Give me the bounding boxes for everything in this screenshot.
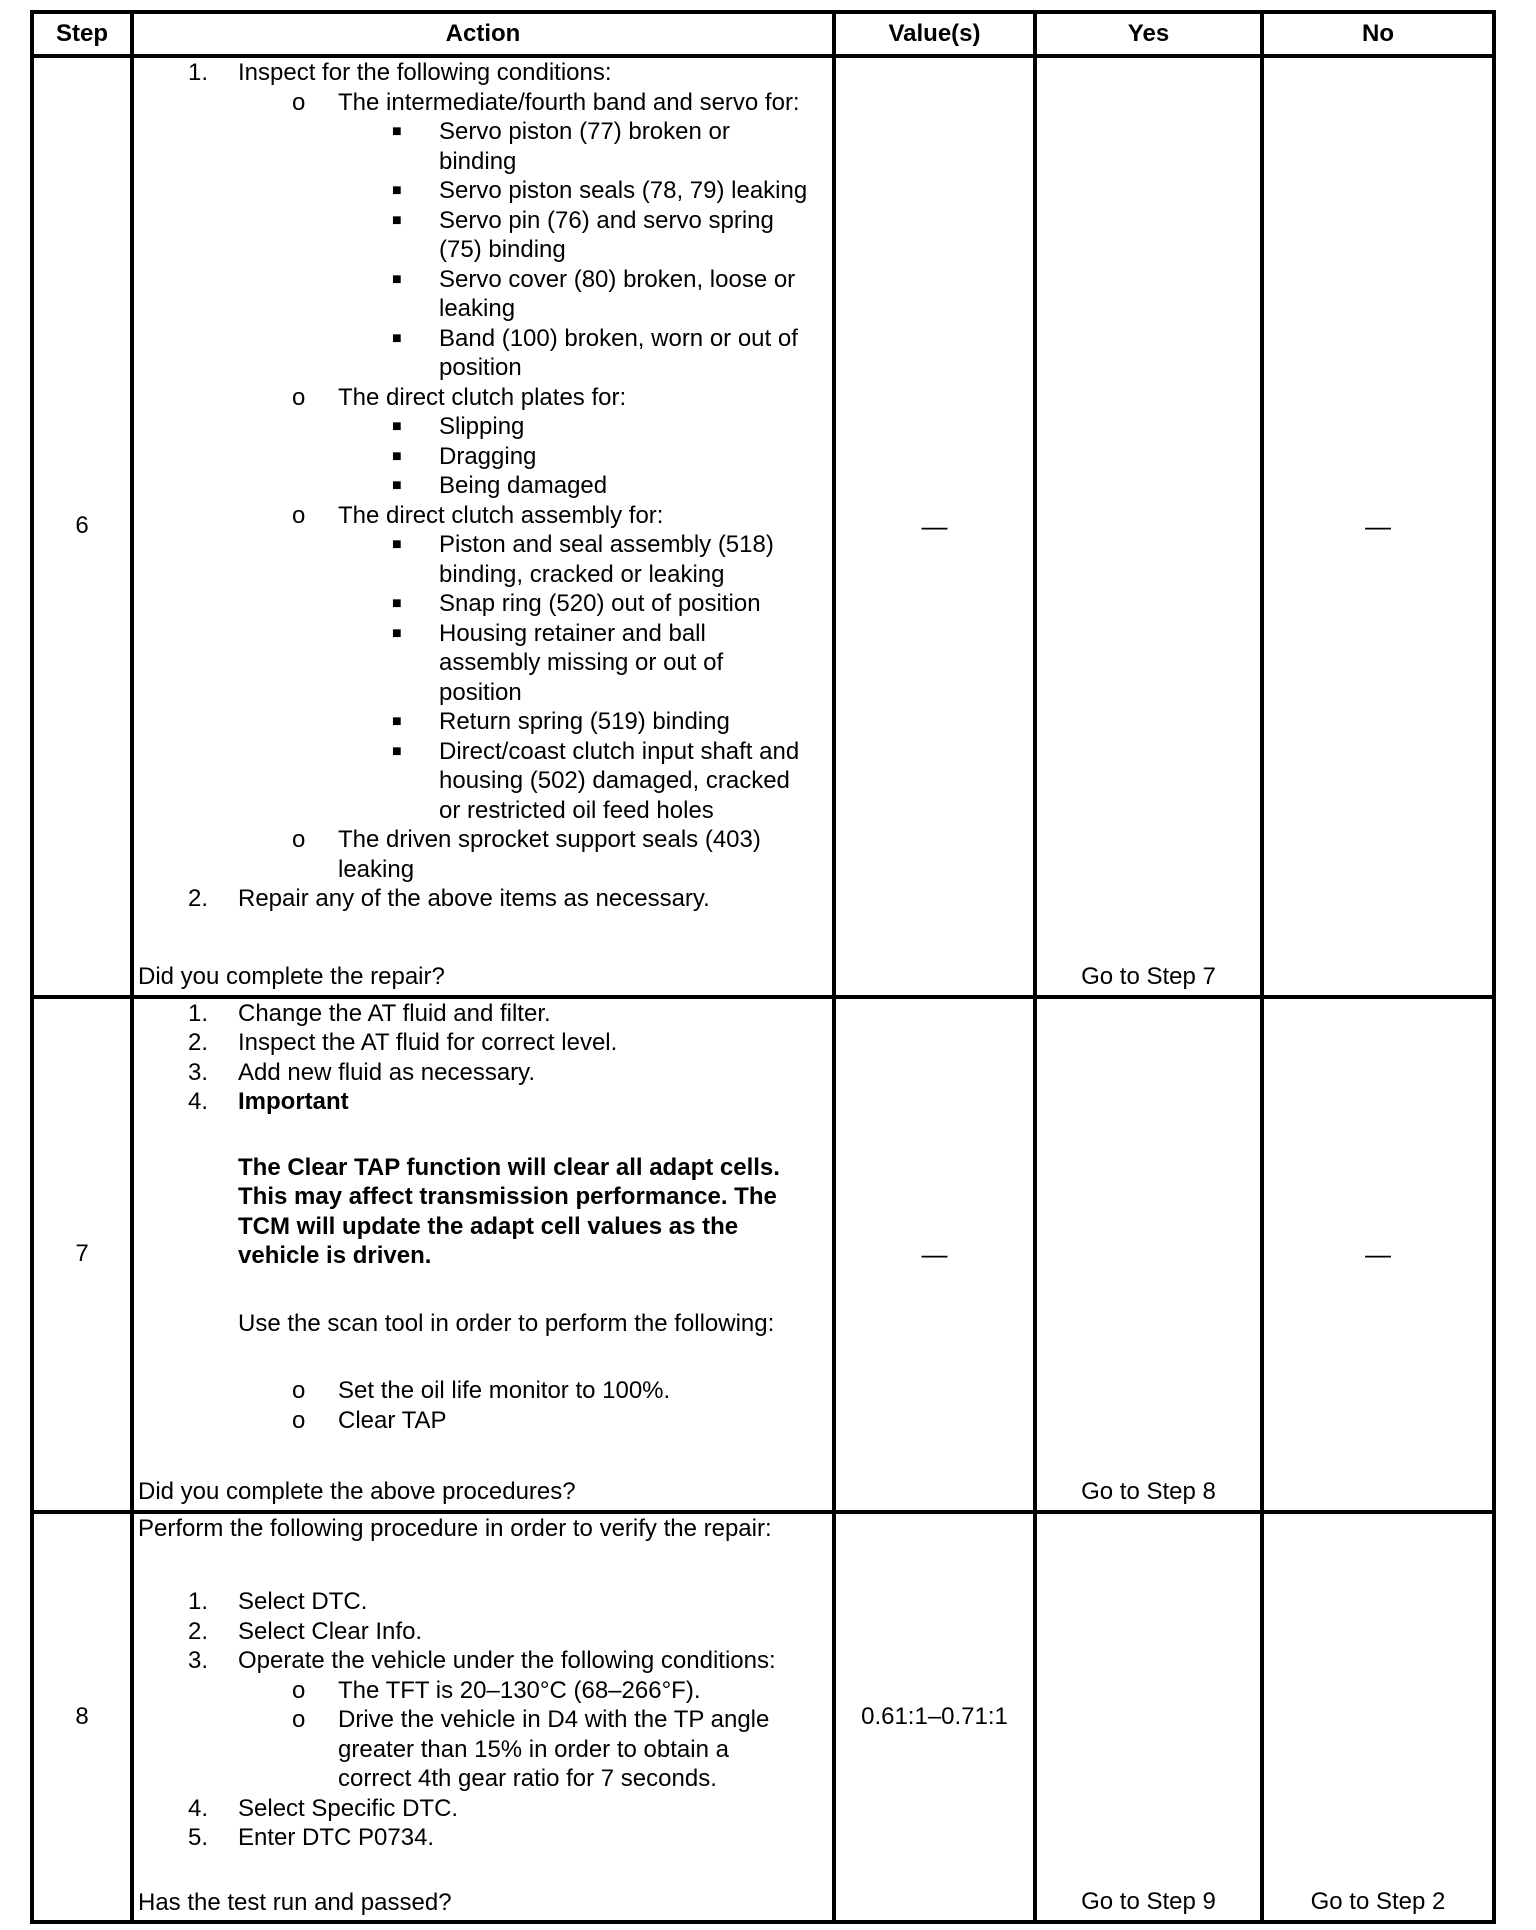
square-bullet-icon: ■ — [392, 536, 402, 553]
list-number: 3. — [188, 1058, 209, 1086]
condition-text: binding — [439, 147, 517, 175]
condition-text: Servo piston seals (78, 79) leaking — [439, 177, 808, 204]
square-bullet-icon: ■ — [392, 270, 402, 288]
sub-item-text: correct 4th gear ratio for 7 seconds. — [338, 1765, 717, 1793]
yes-cell — [1035, 56, 1262, 997]
circle-bullet-icon: o — [292, 88, 306, 116]
circle-bullet-icon: o — [292, 1676, 306, 1704]
list-number: 2. — [188, 1617, 209, 1645]
list-number: 1. — [188, 999, 209, 1027]
list-number: 2. — [188, 1029, 209, 1056]
square-bullet-icon: ■ — [392, 123, 402, 140]
important-text: TCM will update the adapt cell values as the — [238, 1212, 739, 1240]
header-values: Value(s) — [834, 12, 1035, 56]
action-text: Select Clear Info. — [238, 1617, 423, 1645]
circle-bullet-icon: o — [292, 826, 306, 853]
condition-text: Slipping — [439, 413, 525, 440]
yes-result: Go to Step 9 — [1081, 1888, 1216, 1915]
sub-item-text: Set the oil life monitor to 100%. — [338, 1377, 671, 1404]
sub-item-text: The intermediate/fourth band and servo for: — [338, 88, 800, 116]
condition-text: Return spring (519) binding — [439, 708, 730, 735]
condition-text: position — [439, 354, 522, 381]
header-action: Action — [132, 12, 834, 56]
values-cell: — — [834, 56, 1035, 997]
scan-tool-text: Use the scan tool in order to perform the following: — [238, 1309, 775, 1337]
values-cell: — — [834, 997, 1035, 1512]
no-cell: — — [1262, 56, 1494, 997]
list-number: 5. — [188, 1824, 209, 1852]
condition-text: leaking — [439, 295, 516, 322]
sub-item-text: leaking — [338, 855, 415, 883]
action-cell — [132, 56, 834, 997]
no-cell — [1262, 1512, 1494, 1922]
condition-text: Band (100) broken, worn or out of — [439, 324, 798, 352]
action-text: Change the AT fluid and filter. — [238, 999, 551, 1027]
sub-item-text: The TFT is 20–130°C (68–266°F). — [338, 1676, 701, 1704]
yes-cell — [1035, 1512, 1262, 1922]
condition-text: (75) binding — [439, 236, 566, 263]
list-number: 4. — [188, 1794, 209, 1822]
list-number: 1. — [188, 59, 209, 86]
list-number: 3. — [188, 1647, 209, 1675]
condition-text: Servo pin (76) and servo spring — [439, 206, 774, 234]
condition-text: Servo piston (77) broken or — [439, 118, 730, 145]
important-label: Important — [238, 1088, 349, 1115]
header-no: No — [1262, 12, 1494, 56]
circle-bullet-icon: o — [292, 383, 306, 411]
action-text: Inspect the AT fluid for correct level. — [238, 1029, 618, 1056]
square-bullet-icon: ■ — [392, 713, 402, 730]
intro-text: Perform the following procedure in order to verify the repair: — [138, 1514, 772, 1542]
circle-bullet-icon: o — [292, 1706, 306, 1734]
condition-text: or restricted oil feed holes — [439, 796, 714, 824]
list-number: 2. — [188, 885, 209, 912]
condition-text: Housing retainer and ball — [439, 619, 706, 647]
diagnostic-table — [30, 10, 1496, 1924]
square-bullet-icon: ■ — [392, 211, 402, 229]
sub-item-text: greater than 15% in order to obtain a — [338, 1735, 729, 1763]
table-row-step-6 — [32, 56, 1494, 997]
circle-bullet-icon: o — [292, 501, 306, 529]
yes-result: Go to Step 7 — [1081, 962, 1216, 990]
action-cell — [132, 1512, 834, 1922]
values-cell: 0.61:1–0.71:1 — [834, 1512, 1035, 1922]
question-text: Did you complete the repair? — [138, 963, 445, 990]
no-result: Go to Step 2 — [1310, 1888, 1446, 1915]
question-text: Has the test run and passed? — [138, 1888, 452, 1916]
header-yes: Yes — [1035, 12, 1262, 56]
condition-text: position — [439, 678, 522, 706]
important-text: vehicle is driven. — [238, 1242, 432, 1269]
circle-bullet-icon: o — [292, 1377, 306, 1404]
action-text: Enter DTC P0734. — [238, 1824, 435, 1852]
step-number: 8 — [32, 1512, 132, 1922]
action-text: Select Specific DTC. — [238, 1794, 459, 1822]
square-bullet-icon: ■ — [392, 447, 402, 465]
important-text: This may affect transmission performance. The — [238, 1183, 777, 1210]
action-text: Add new fluid as necessary. — [238, 1058, 536, 1086]
table-row-step-7 — [32, 997, 1494, 1512]
condition-text: binding, cracked or leaking — [439, 560, 725, 588]
sub-item-text: The direct clutch assembly for: — [338, 501, 664, 529]
yes-cell — [1035, 997, 1262, 1512]
condition-text: assembly missing or out of — [439, 649, 724, 676]
condition-text: Servo cover (80) broken, loose or — [439, 265, 796, 293]
step-number: 7 — [32, 997, 132, 1512]
square-bullet-icon: ■ — [392, 477, 402, 494]
square-bullet-icon: ■ — [392, 182, 402, 199]
action-text: Operate the vehicle under the following conditions: — [238, 1647, 776, 1675]
square-bullet-icon: ■ — [392, 329, 402, 347]
header-step: Step — [32, 12, 132, 56]
square-bullet-icon: ■ — [392, 624, 402, 642]
header-row — [32, 12, 1494, 56]
condition-text: housing (502) damaged, cracked — [439, 767, 790, 794]
list-number: 1. — [188, 1588, 209, 1616]
condition-text: Snap ring (520) out of position — [439, 590, 761, 617]
circle-bullet-icon: o — [292, 1406, 306, 1434]
square-bullet-icon: ■ — [392, 418, 402, 435]
step-number: 6 — [32, 56, 132, 997]
square-bullet-icon: ■ — [392, 595, 402, 612]
yes-result: Go to Step 8 — [1081, 1477, 1216, 1505]
important-text: The Clear TAP function will clear all adapt cells. — [238, 1153, 780, 1181]
question-text: Did you complete the above procedures? — [138, 1478, 576, 1506]
action-text: Inspect for the following conditions: — [238, 59, 612, 86]
list-number: 4. — [188, 1088, 209, 1115]
condition-text: Dragging — [439, 442, 537, 470]
condition-text: Piston and seal assembly (518) — [439, 531, 774, 558]
action-text: Repair any of the above items as necessary. — [238, 885, 710, 912]
sub-item-text: Clear TAP — [338, 1406, 447, 1434]
sub-item-text: Drive the vehicle in D4 with the TP angle — [338, 1706, 770, 1734]
action-text: Select DTC. — [238, 1588, 368, 1616]
condition-text: Being damaged — [439, 472, 608, 499]
sub-item-text: The driven sprocket support seals (403) — [338, 826, 761, 853]
square-bullet-icon: ■ — [392, 742, 402, 760]
sub-item-text: The direct clutch plates for: — [338, 383, 627, 411]
no-cell: — — [1262, 997, 1494, 1512]
action-cell — [132, 997, 834, 1512]
table-row-step-8 — [32, 1512, 1494, 1922]
condition-text: Direct/coast clutch input shaft and — [439, 737, 800, 765]
